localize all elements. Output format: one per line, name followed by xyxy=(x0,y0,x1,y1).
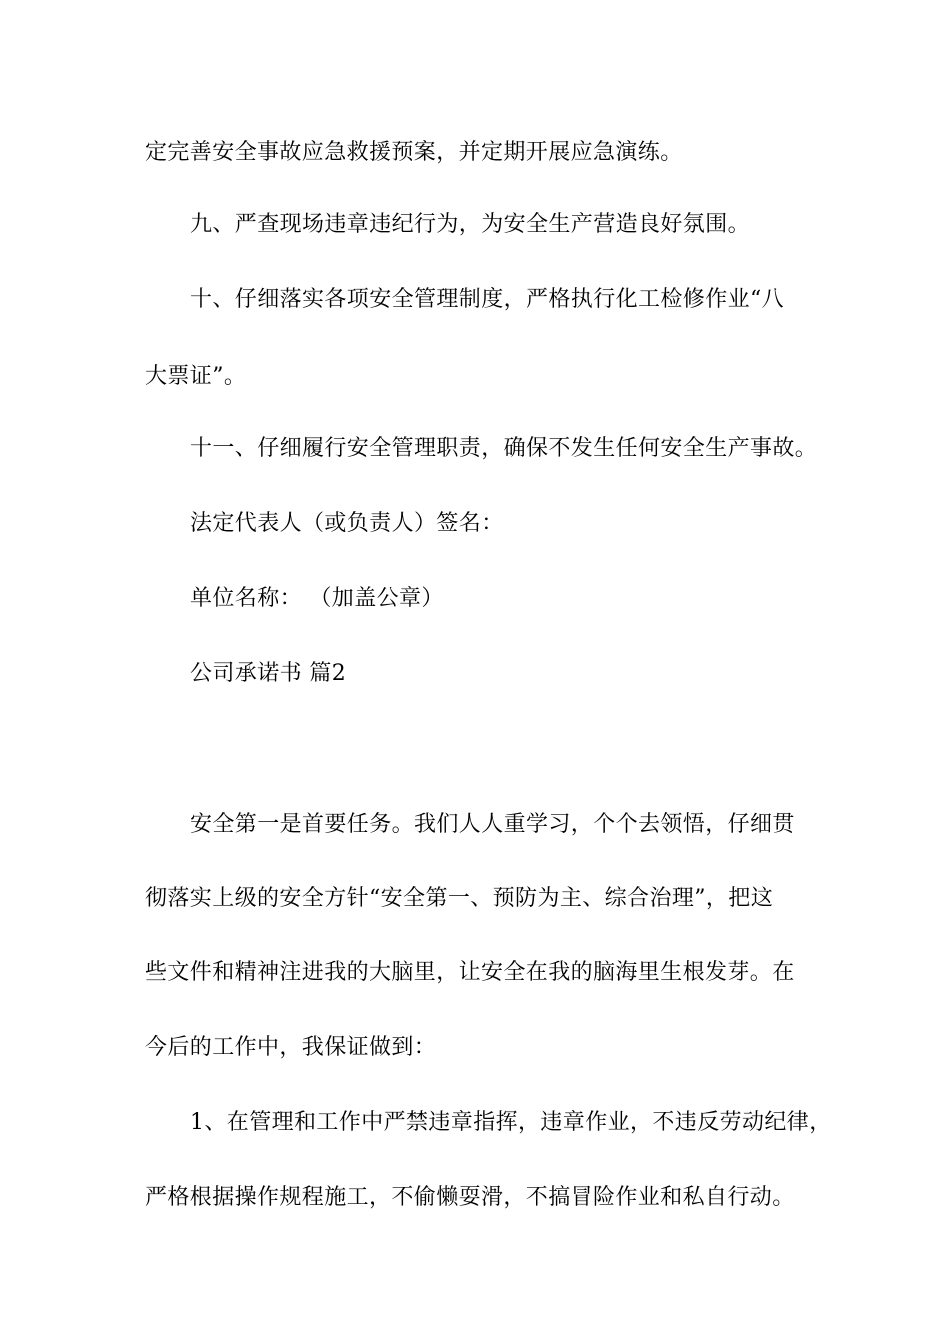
unit-name-label: 单位名称： （加盖公章） xyxy=(190,586,444,611)
paragraph-line: 安全第一是首要任务。我们人人重学习，个个去领悟，仔细贯 xyxy=(190,812,795,837)
paragraph-line: 大票证”。 xyxy=(145,364,247,389)
paragraph-line: 彻落实上级的安全方针“安全第一、预防为主、综合治理”，把这 xyxy=(145,886,774,911)
section-title: 公司承诺书 篇2 xyxy=(190,661,347,686)
paragraph-line: 严格根据操作规程施工，不偷懒耍滑，不搞冒险作业和私自行动。 xyxy=(145,1185,795,1210)
paragraph-line: 些文件和精神注进我的大脑里，让安全在我的脑海里生根发芽。在 xyxy=(145,960,795,985)
paragraph-line: 十一、仔细履行安全管理职责，确保不发生任何安全生产事故。 xyxy=(190,436,818,461)
paragraph-line: 九、严查现场违章违纪行为，为安全生产营造良好氛围。 xyxy=(190,212,751,237)
signature-label: 法定代表人（或负责人）签名： xyxy=(190,511,504,536)
paragraph-line: 1、在管理和工作中严禁违章指挥，违章作业，不违反劳动纪律， xyxy=(190,1110,832,1135)
paragraph-line: 今后的工作中，我保证做到： xyxy=(145,1035,437,1060)
paragraph-line: 定完善安全事故应急救援预案，并定期开展应急演练。 xyxy=(145,140,683,165)
paragraph-line: 十、仔细落实各项安全管理制度，严格执行化工检修作业“八 xyxy=(190,287,785,312)
